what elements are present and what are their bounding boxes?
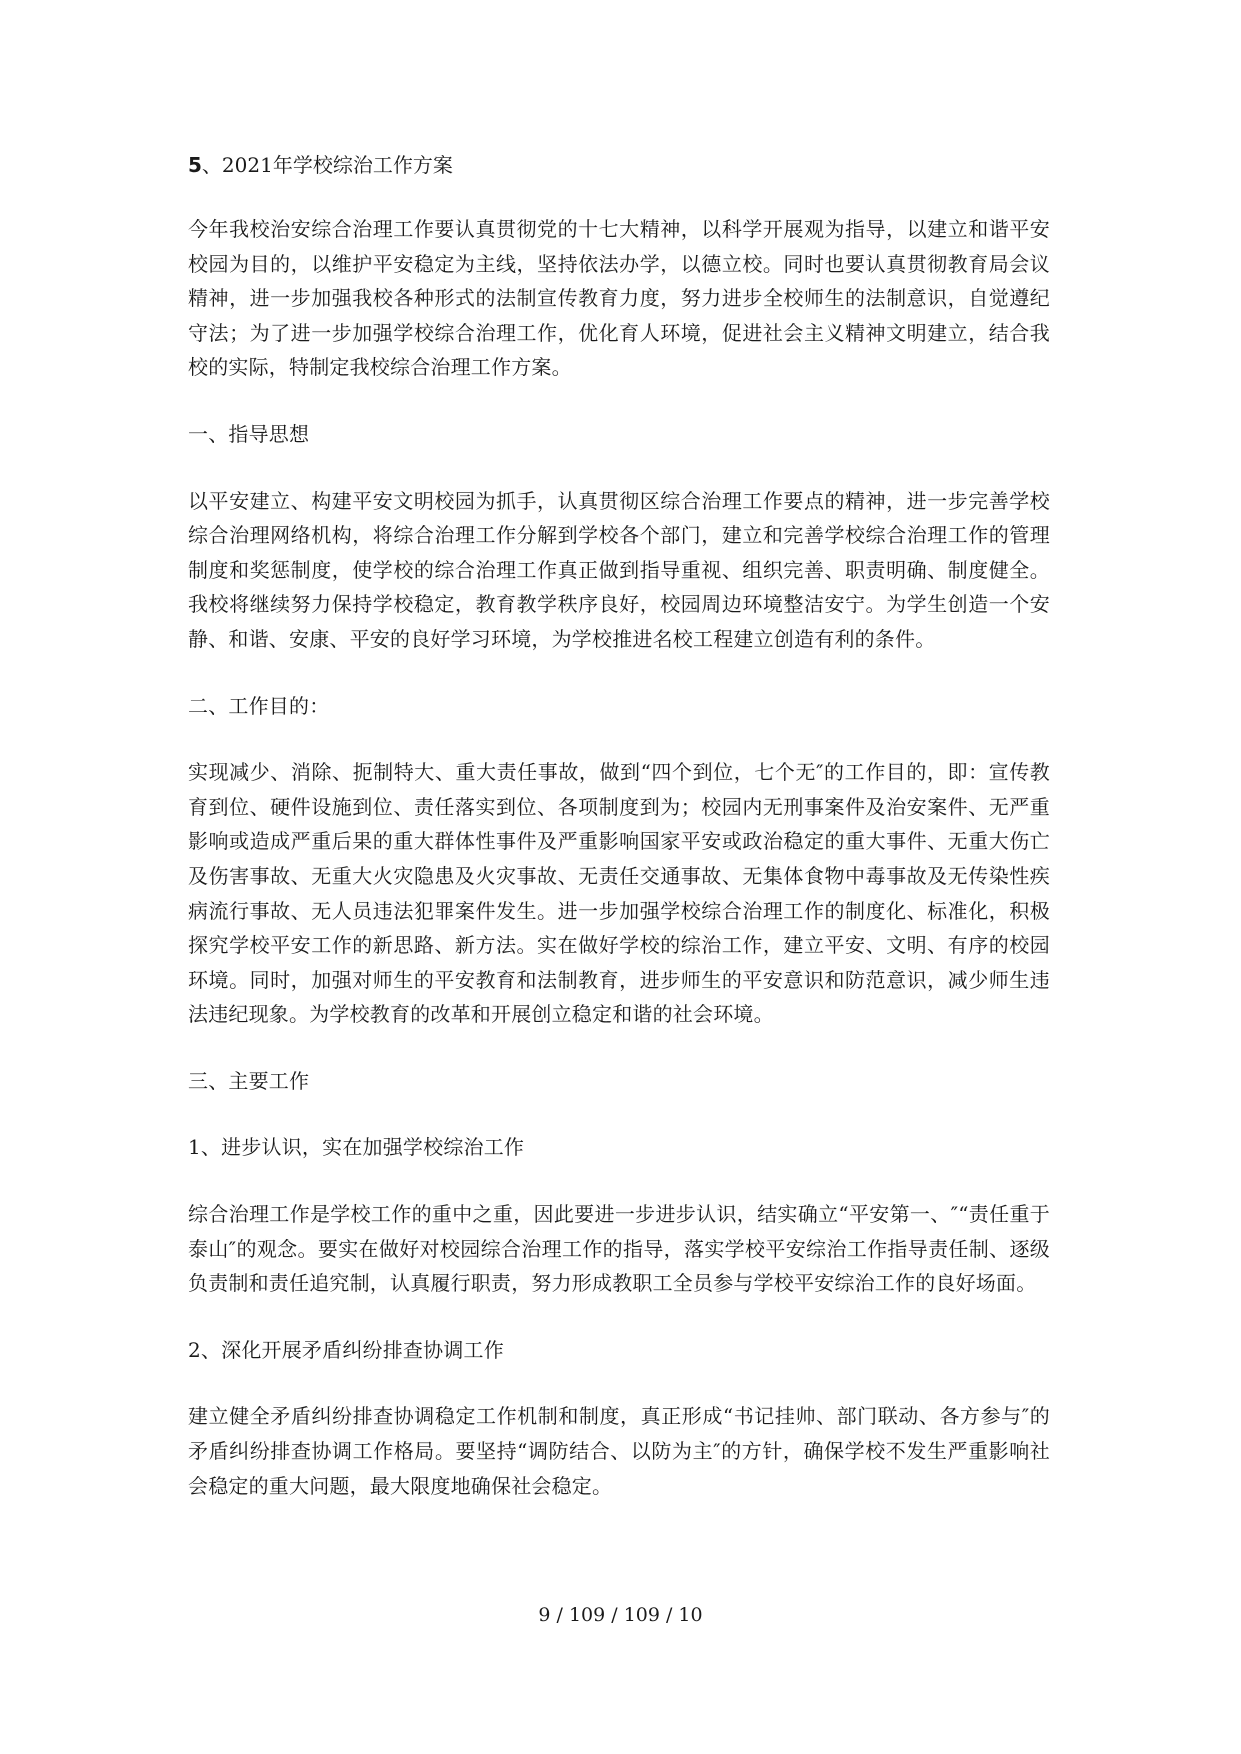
title-number: 5 <box>188 153 202 177</box>
item-heading-2: 2、深化开展矛盾纠纷排查协调工作 <box>188 1337 504 1362</box>
page-number-footer: 9 / 109 / 109 / 10 <box>538 1604 703 1626</box>
item-body-2: 建立健全矛盾纠纷排查协调稳定工作机制和制度，真正形成“书记挂帅、部门联动、各方参与″的矛盾纠纷排查协调工作格局。要坚持“调防结合、以防为主″的方针，确保学校不发生严重影响社会稳定的重大问题，最大限度地确保社会稳定。 <box>188 1404 1050 1498</box>
section-body-guiding-ideology: 以平安建立、构建平安文明校园为抓手，认真贯彻区综合治理工作要点的精神，进一步完善学校综合治理网络机构，将综合治理工作分解到学校各个部门，建立和完善学校综合治理工作的管理制度和奖惩制度，使学校的综合治理工作真正做到指导重视、组织完善、职责明确、制度健全。我校将继续努力保持学校稳定，教育教学秩序良好，校园周边环境整洁安宁。为学生创造一个安静、和谐、安康、平安的良好学习环境，为学校推进名校工程建立创造有利的条件。 <box>188 488 1050 651</box>
document-title <box>188 148 1050 182</box>
document-body <box>188 148 1050 1503</box>
intro-paragraph: 今年我校治安综合治理工作要认真贯彻党的十七大精神，以科学开展观为指导，以建立和谐平安校园为目的，以维护平安稳定为主线，坚持依法办学，以德立校。同时也要认真贯彻教育局会议精神，进一步加强我校各种形式的法制宣传教育力度，努力进步全校师生的法制意识，自觉遵纪守法；为了进一步加强学校综合治理工作，优化育人环境，促进社会主义精神文明建立，结合我校的实际，特制定我校综合治理工作方案。 <box>188 217 1050 380</box>
section-heading-main-work: 三、主要工作 <box>188 1068 310 1093</box>
item-body-1: 综合治理工作是学校工作的重中之重，因此要进一步进步认识，结实确立“平安第一、″“责任重于泰山″的观念。要实在做好对校园综合治理工作的指导，落实学校平安综治工作指导责任制、逐级负责制和责任追究制，认真履行职责，努力形成教职工全员参与学校平安综治工作的良好场面。 <box>188 1202 1050 1296</box>
item-heading-1: 1、进步认识，实在加强学校综治工作 <box>188 1135 525 1160</box>
section-body-work-goals: 实现减少、消除、扼制特大、重大责任事故，做到“四个到位，七个无″的工作目的，即：宣传教育到位、硬件设施到位、责任落实到位、各项制度到为；校园内无刑事案件及治安案件、无严重影响或造成严重后果的重大群体性事件及严重影响国家平安或政治稳定的重大事件、无重大伤亡及伤害事故、无重大火灾隐患及火灾事故、无责任交通事故、无集体食物中毒事故及无传染性疾病流行事故、无人员违法犯罪案件发生。进一步加强学校综合治理工作的制度化、标准化，积极探究学校平安工作的新思路、新方法。实在做好学校的综治工作，建立平安、文明、有序的校园环境。同时，加强对师生的平安教育和法制教育，进步师生的平安意识和防范意识，减少师生违法违纪现象。为学校教育的改革和开展创立稳定和谐的社会环境。 <box>188 760 1050 1027</box>
section-heading-work-goals: 二、工作目的： <box>188 693 330 718</box>
title-text: 、2021年学校综治工作方案 <box>201 153 453 177</box>
section-heading-guiding-ideology: 一、指导思想 <box>188 421 310 446</box>
